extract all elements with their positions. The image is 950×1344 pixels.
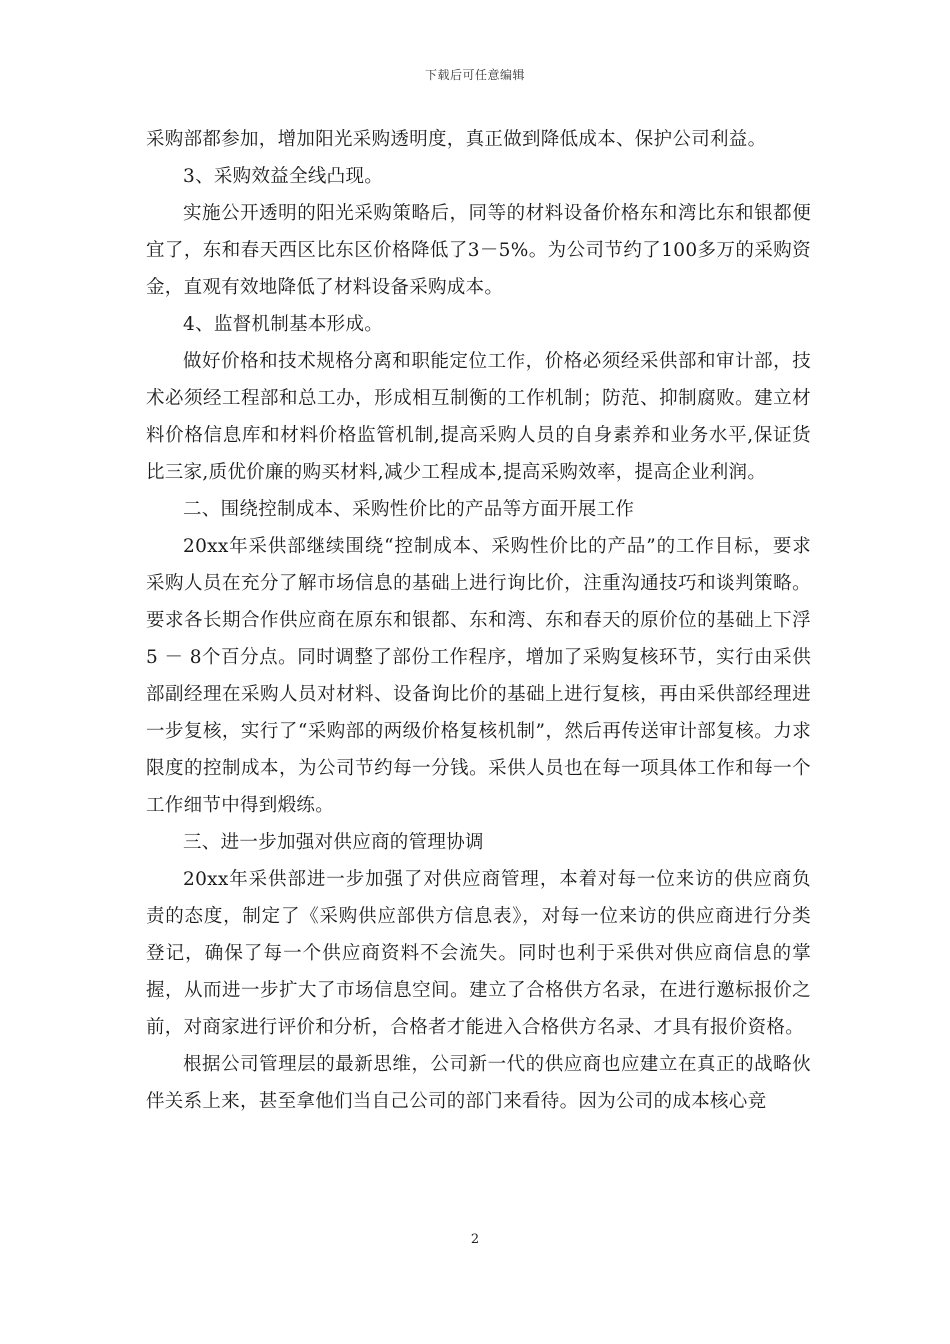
paragraph: 根据公司管理层的最新思维，公司新一代的供应商也应建立在真正的战略伙伴关系上来，甚至拿他们当自己公司的部门来看待。因为公司的成本核心竞 bbox=[146, 1054, 811, 1112]
paragraph: 20xx年采供部进一步加强了对供应商管理，本着对每一位来访的供应商负责的态度，制定了《采购供应部供方信息表》，对每一位来访的供应商进行分类登记，确保了每一个供应商资料不会流失。同时也利于采供对供应商信息的掌握，从而进一步扩大了市场信息空间。建立了合格供方名录，在进行邀标报价之前，对商家进行评价和分析，合格者才能进入合格供方名录、才具有报价资格。 bbox=[146, 869, 811, 1038]
section-heading: 三、进一步加强对供应商的管理协调 bbox=[183, 832, 484, 853]
section-heading: 3、采购效益全线凸现。 bbox=[183, 166, 384, 187]
page-header: 下载后可任意编辑 bbox=[424, 68, 525, 82]
page-number: 2 bbox=[470, 1232, 480, 1247]
paragraph: 20xx年采供部继续围绕“控制成本、采购性价比的产品”的工作目标，要求采购人员在充分了解市场信息的基础上进行询比价，注重沟通技巧和谈判策略。要求各长期合作供应商在原东和银都、东和湾、东和春天的原价位的基础上下浮5 － 8个百分点。同时调整了部份工作程序，增加了采购复核环节，实行由采供部副经理在采购人员对材料、设备询比价的基础上进行复核，再由采供部经理进一步复核，实行了“采购部的两级价格复核机制”，然后再传送审计部复核。力求限度的控制成本，为公司节约每一分钱。采供人员也在每一项具体工作和每一个工作细节中得到煅练。 bbox=[146, 536, 811, 816]
paragraph: 采购部都参加，增加阳光采购透明度，真正做到降低成本、保护公司利益。 bbox=[146, 129, 767, 150]
paragraph: 实施公开透明的阳光采购策略后，同等的材料设备价格东和湾比东和银都便宜了，东和春天西区比东区价格降低了3－5%。为公司节约了100多万的采购资金，直观有效地降低了材料设备采购成本。 bbox=[146, 203, 811, 298]
paragraph: 做好价格和技术规格分离和职能定位工作，价格必须经采供部和审计部，技术必须经工程部和总工办，形成相互制衡的工作机制；防范、抑制腐败。建立材料价格信息库和材料价格监管机制,提高采购人员的自身素养和业务水平,保证货比三家,质优价廉的购买材料,减少工程成本,提高采购效率，提高企业利润。 bbox=[146, 351, 811, 483]
section-heading: 二、围绕控制成本、采购性价比的产品等方面开展工作 bbox=[183, 499, 635, 520]
document-body bbox=[146, 121, 811, 1120]
section-heading: 4、监督机制基本形成。 bbox=[183, 314, 384, 335]
